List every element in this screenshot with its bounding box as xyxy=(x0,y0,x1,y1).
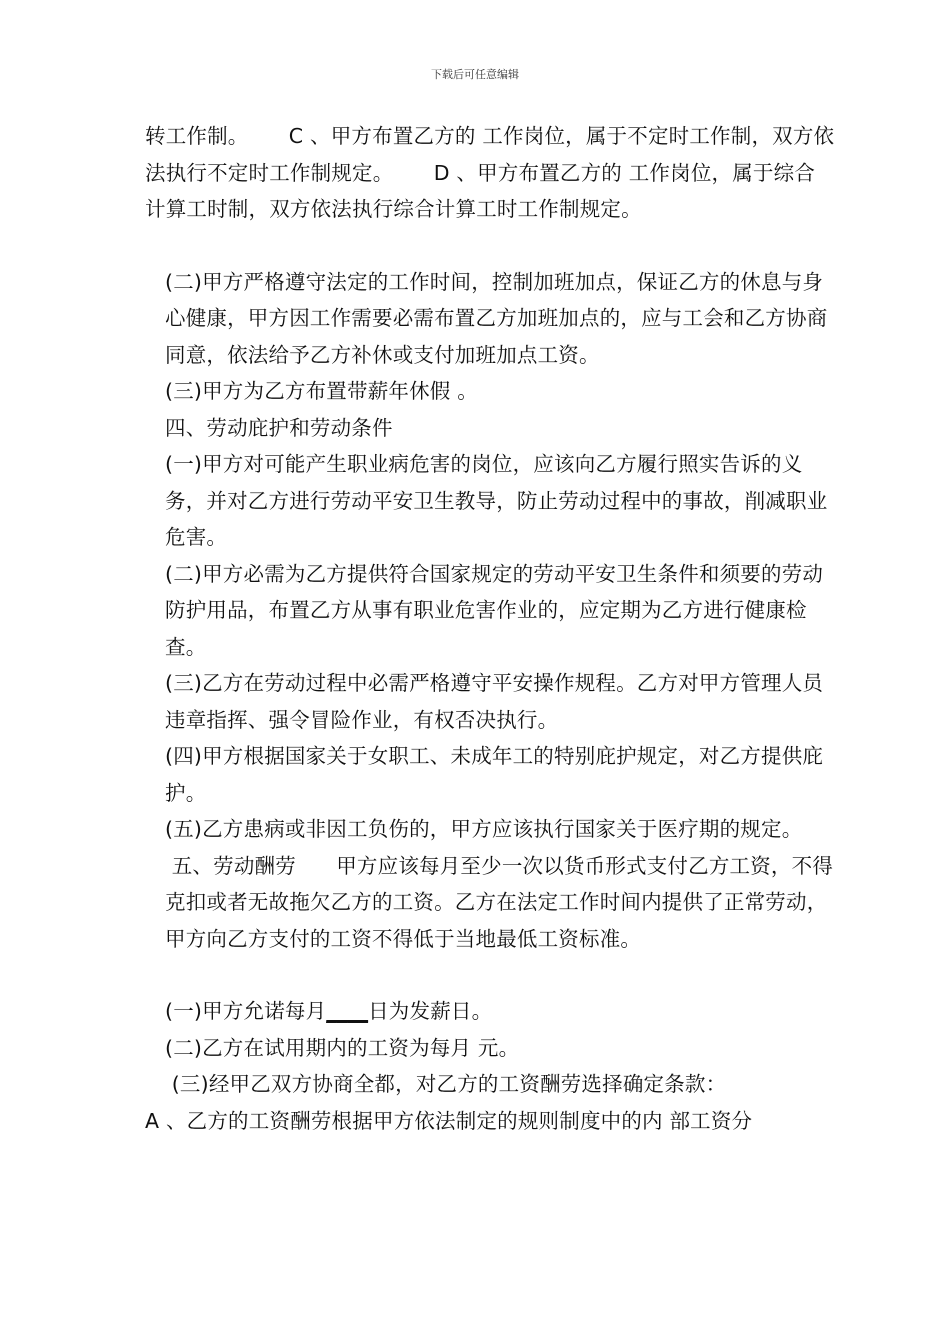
paragraph-safety-rules: (三)乙方在劳动过程中必需严格遵守平安操作规程。乙方对甲方管理人员违章指挥、强令冒险作业，有权否决执行。 xyxy=(165,671,824,732)
document-body xyxy=(145,118,835,1139)
paragraph-special-protection: (四)甲方根据国家关于女职工、未成年工的特别庇护规定，对乙方提供庇护。 xyxy=(165,744,824,805)
paragraph-occupational-hazard: (一)甲方对可能产生职业病危害的岗位，应该向乙方履行照实告诉的义务，并对乙方进行劳动平安卫生教导，防止劳动过程中的事故，削减职业危害。 xyxy=(165,452,828,549)
paragraph-gap xyxy=(145,228,835,264)
pay-day-text-before: (一)甲方允诺每月 xyxy=(165,999,327,1023)
paragraph-pay-options: (三)经甲乙双方协商全都，对乙方的工资酬劳选择确定条款： xyxy=(165,1072,727,1096)
pay-day-blank: ____ xyxy=(326,999,369,1023)
paragraph-overtime: (二)甲方严格遵守法定的工作时间，控制加班加点，保证乙方的休息与身心健康，甲方因工作需要必需布置乙方加班加点的，应与工会和乙方协商同意，依法给予乙方补休或支付加班加点工资。 xyxy=(165,269,828,367)
paragraph-annual-leave: (三)甲方为乙方布置带薪年休假 。 xyxy=(165,379,478,403)
paragraph-safety-conditions: (二)甲方必需为乙方提供符合国家规定的劳动平安卫生条件和须要的劳动防护用品，布置乙方从事有职业危害作业的，应定期为乙方进行健康检查。 xyxy=(165,561,824,659)
pay-day-text-after: 日为发薪日。 xyxy=(368,999,493,1023)
paragraph-gap xyxy=(145,957,835,993)
paragraph-pay-day xyxy=(145,993,835,1030)
page-header: 下载后可任意编辑 xyxy=(431,68,519,81)
paragraph-remuneration: 五、劳动酬劳 甲方应该每月至少一次以货币形式支付乙方工资，不得克扣或者无故拖欠乙方的工资。乙方在法定工作时间内提供了正常劳动，甲方向乙方支付的工资不得低于当地最低工资标准。 xyxy=(165,853,834,951)
section-heading-labor-protection: 四、劳动庇护和劳动条件 xyxy=(165,415,393,440)
paragraph-medical-period: (五)乙方患病或非因工负伤的，甲方应该执行国家关于医疗期的规定。 xyxy=(165,817,803,841)
paragraph-probation-pay: (二)乙方在试用期内的工资为每月 元。 xyxy=(165,1035,520,1060)
paragraph-option-a: A 、乙方的工资酬劳根据甲方依法制定的规则制度中的内 部工资分 xyxy=(145,1108,753,1133)
paragraph-work-hours-cd: 转工作制。 C 、甲方布置乙方的 工作岗位，属于不定时工作制，双方依法执行不定时工作制规定。 D 、甲方布置乙方的 工作岗位，属于综合计算工时制，双方依法执行综合计算工时工作制规定。 xyxy=(145,124,835,221)
